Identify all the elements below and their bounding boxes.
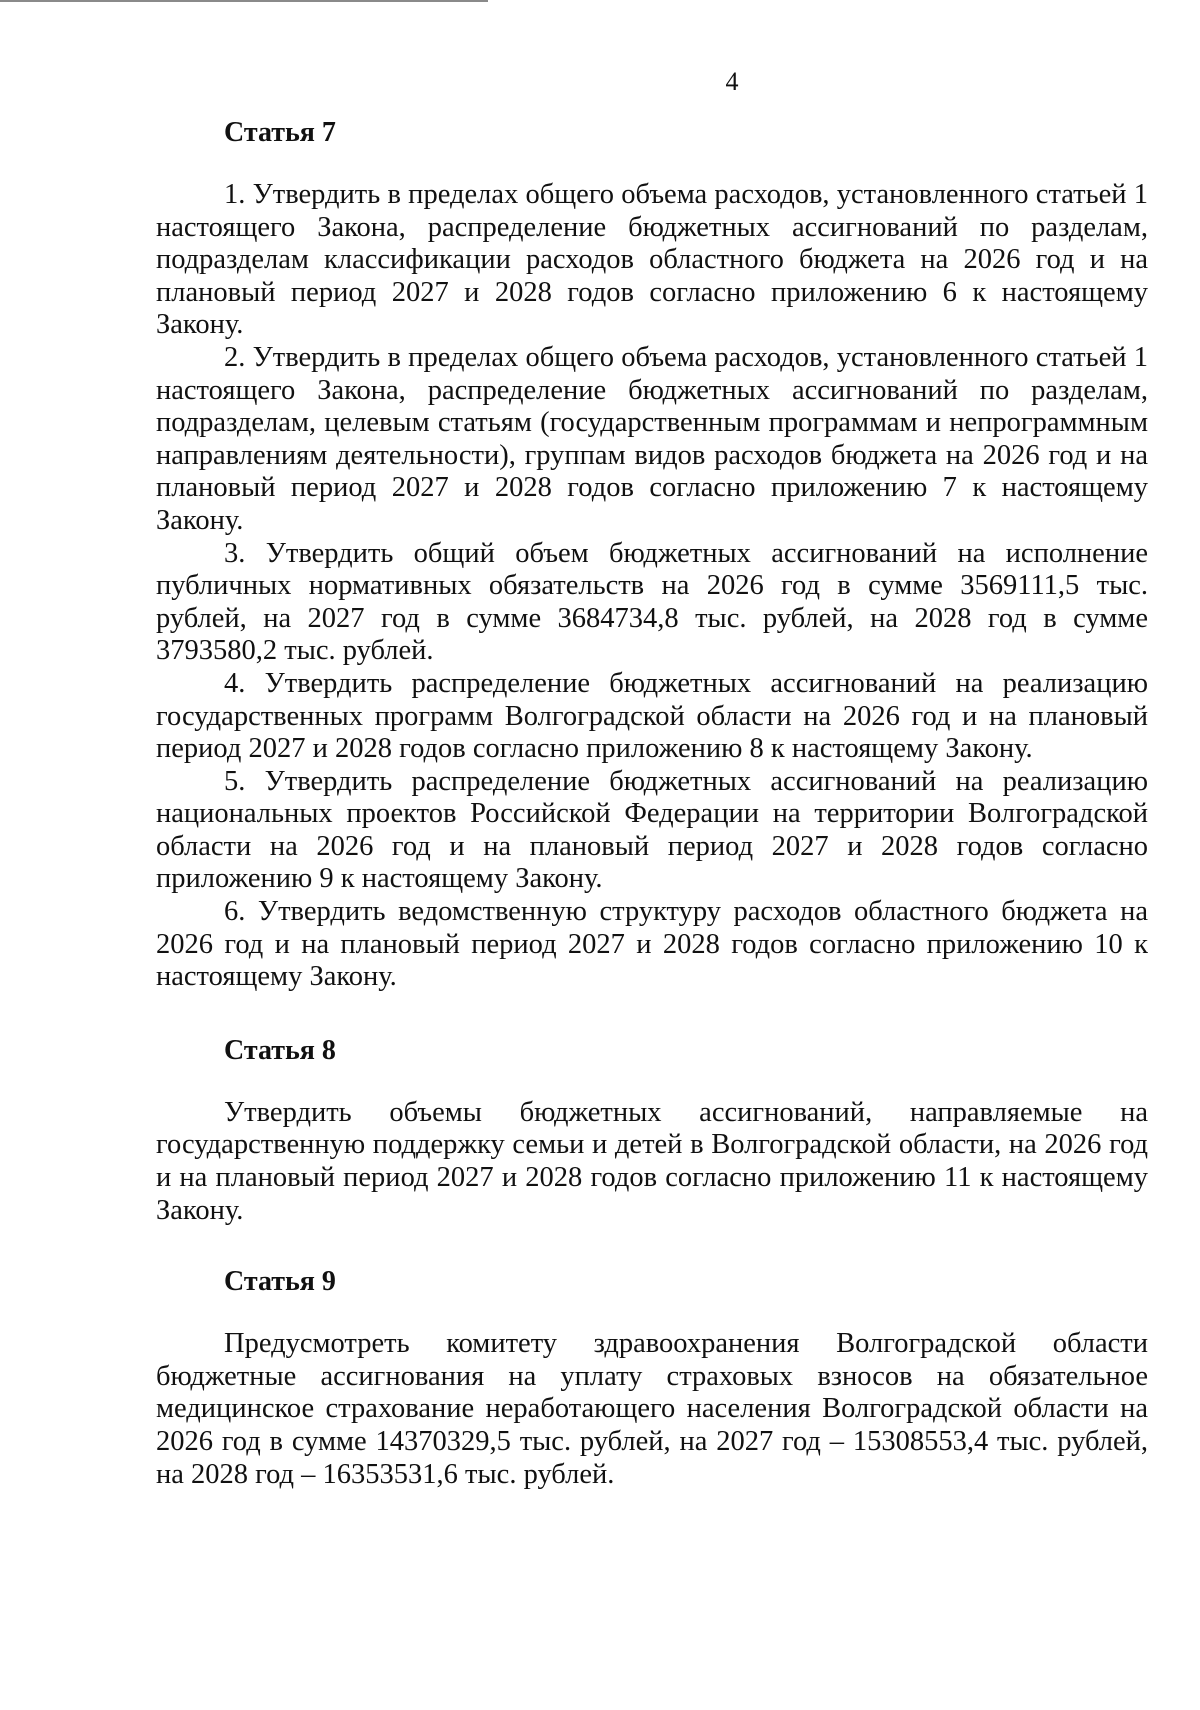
article-7-item-1: 1. Утвердить в пределах общего объема расходов, установленного статьей 1 настоящего Закона, распределение бюджетных ассигнований по разделам, подразделам классификации расходов областного бюджета на 2026 год и на плановый период 2027 и 2028 годов согласно приложению 6 к настоящему Закону. xyxy=(156,179,1148,341)
article-title: Статья 8 xyxy=(224,1034,336,1066)
article-9-paragraph: Предусмотреть комитету здравоохранения Волгоградской области бюджетные ассигнования на уплату страховых взносов на обязательное медицинское страхование неработающего населения Волгоградской области на 2026 год в сумме 14370329,5 тыс. рублей, на 2027 год – 15308553,4 тыс. рублей, на 2028 год – 16353531,6 тыс. рублей. xyxy=(156,1328,1148,1490)
article-9 xyxy=(156,1265,1148,1491)
article-7-item-2: 2. Утвердить в пределах общего объема расходов, установленного статьей 1 настоящего Закона, распределение бюджетных ассигнований по разделам, подразделам, целевым статьям (государственным программам и непрограммным направлениям деятельности), группам видов расходов бюджета на 2026 год и на плановый период 2027 и 2028 годов согласно приложению 7 к настоящему Закону. xyxy=(156,341,1148,536)
article-7-item-3: 3. Утвердить общий объем бюджетных ассигнований на исполнение публичных нормативных обязательств на 2026 год в сумме 3569111,5 тыс. рублей, на 2027 год в сумме 3684734,8 тыс. рублей, на 2028 год в сумме 3793580,2 тыс. рублей. xyxy=(156,537,1148,667)
page-number: 4 xyxy=(725,67,739,96)
article-title: Статья 9 xyxy=(224,1266,336,1298)
article-7-item-4: 4. Утвердить распределение бюджетных ассигнований на реализацию государственных программ Волгоградской области на 2026 год и на плановый период 2027 и 2028 годов согласно приложению 8 к настоящему Закону. xyxy=(156,667,1148,765)
article-7-item-5: 5. Утвердить распределение бюджетных ассигнований на реализацию национальных проектов Российской Федерации на территории Волгоградской области на 2026 год и на плановый период 2027 и 2028 годов согласно приложению 9 к настоящему Закону. xyxy=(156,765,1148,895)
article-7-item-6: 6. Утвердить ведомственную структуру расходов областного бюджета на 2026 год и на плановый период 2027 и 2028 годов согласно приложению 10 к настоящему Закону. xyxy=(156,896,1148,993)
article-8-paragraph: Утвердить объемы бюджетных ассигнований, направляемые на государственную поддержку семьи и детей в Волгоградской области, на 2026 год и на плановый период 2027 и 2028 годов согласно приложению 11 к настоящему Закону. xyxy=(156,1096,1148,1226)
section-spacer xyxy=(156,1227,1148,1265)
article-title: Статья 7 xyxy=(224,117,336,148)
article-8 xyxy=(156,1034,1148,1227)
article-7 xyxy=(156,116,1148,994)
section-spacer xyxy=(156,994,1148,1034)
